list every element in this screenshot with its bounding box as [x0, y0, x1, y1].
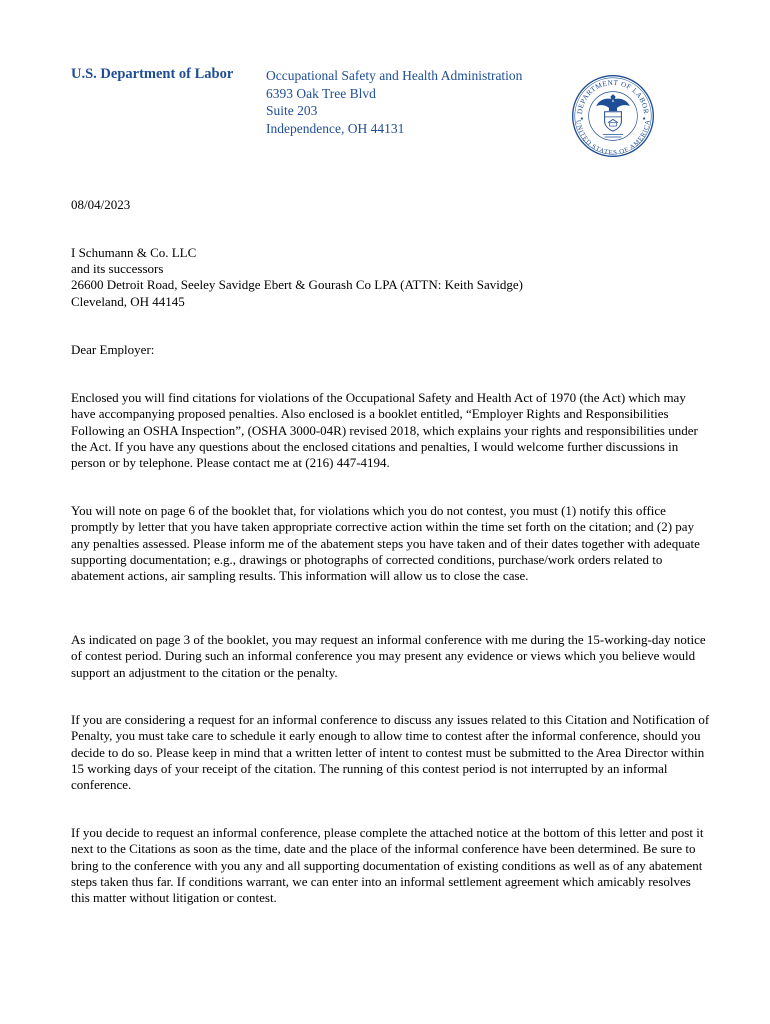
recipient-line-company: I Schumann & Co. LLC — [71, 245, 197, 260]
recipient-line-city: Cleveland, OH 44145 — [71, 293, 185, 309]
body-paragraph-2: You will note on page 6 of the booklet that, for violations which you do not contest, you must (1) notify this office promptly by letter that you have taken appropriate corrective action within the time set forth on the citation; and (2) pay any penalties assessed. Please inform me of the abatement steps you have taken and of their dates together with adequate supporting documentation; e.g., drawings or photographs of corrected conditions, purchase/work orders related to abatement actions, air sampling results. This information will allow us to close the case. — [71, 503, 700, 584]
shield-icon — [605, 112, 622, 131]
agency-address — [266, 67, 522, 137]
eagle-icon — [596, 94, 630, 111]
seal-top-text: DEPARTMENT OF LABOR — [575, 78, 651, 115]
address-line-city: Independence, OH 44131 — [266, 120, 405, 136]
body-paragraph-5: If you decide to request an informal conference, please complete the attached notice at the bottom of this letter and post it next to the Citations as soon as the time, date and the place of the informal conference have been determined. Be sure to bring to the conference with you any and all supporting documentation of existing conditions as well as of any abatement steps taken thus far. If conditions warrant, we can enter into an informal settlement agreement which amicably resolves this matter without litigation or contest. — [71, 825, 704, 906]
address-line-suite: Suite 203 — [266, 103, 318, 119]
recipient-address — [71, 245, 523, 310]
department-name: U.S. Department of Labor — [71, 66, 234, 82]
letter-date: 08/04/2023 — [71, 197, 131, 212]
body-paragraph-1: Enclosed you will find citations for violations of the Occupational Safety and Health Act of 1970 (the Act) which may have accompanying proposed penalties. Also enclosed is a booklet entitled, “Employer Rights and Responsibilities Following an OSHA Inspection”, (OSHA 3000-04R) revised 2018, which explains your rights and responsibilities under the Act. If you have any questions about the enclosed citations and penalties, I would welcome further discussions in person or by telephone. Please contact me at (216) 447-4194. — [71, 390, 698, 471]
salutation: Dear Employer: — [71, 342, 155, 357]
address-line-street: 6393 Oak Tree Blvd — [266, 85, 376, 101]
svg-text:UNITED STATES OF AMERICA — [574, 120, 651, 157]
seal-bottom-text: UNITED STATES OF AMERICA — [574, 119, 652, 157]
body-paragraph-3: As indicated on page 3 of the booklet, you may request an informal conference with me during the 15-working-day notice of contest period. During such an informal conference you may present any evidence or views which you believe would support an adjustment to the citation or the penalty. — [71, 632, 706, 680]
address-line-agency: Occupational Safety and Health Administration — [266, 68, 523, 83]
body-paragraph-4: If you are considering a request for an informal conference to discuss any issues related to this Citation and Notification of Penalty, you must take care to schedule it early enough to allow time to contest after the informal conference, should you decide to do so. Please keep in mind that a written letter of intent to contest must be submitted to the Area Director within 15 working days of your receipt of the citation. The running of this contest period is not interrupted by an informal conference. — [71, 712, 710, 793]
recipient-line-successors: and its successors — [71, 261, 164, 277]
department-seal-icon — [571, 74, 655, 158]
recipient-line-street: 26600 Detroit Road, Seeley Savidge Ebert & Gourash Co LPA (ATTN: Keith Savidge) — [71, 277, 523, 293]
